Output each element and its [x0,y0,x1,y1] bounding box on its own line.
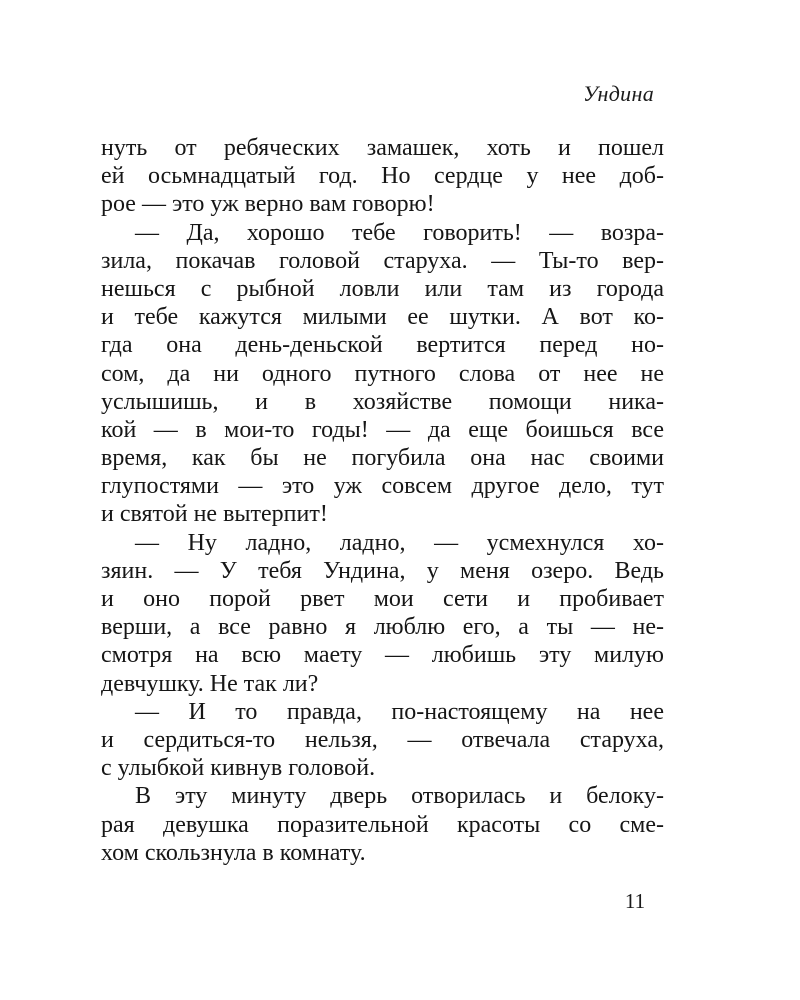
text-line: сом, да ни одного путного слова от нее не [101,360,664,387]
text-line: хом скользнула в комнату. [101,839,366,866]
text-line: ей осьмнадцатый год. Но сердце у нее доб- [101,163,664,190]
text-line: глупостями — это уж совсем другое дело, тут [101,473,664,500]
text-line: и оно порой рвет мои сети и пробивает [101,586,664,612]
text-block [101,134,664,867]
text-line: нешься с рыбной ловли или там из города [101,275,664,302]
page-number: 11 [624,889,646,913]
text-line: гда она день-деньской вертится перед но- [101,332,664,359]
text-line: нуть от ребяческих замашек, хоть и пошел [101,135,664,161]
text-line: — И то правда, по-настоящему на нее [135,698,664,725]
text-line: зяин. — У тебя Ундина, у меня озеро. Ведь [101,557,664,584]
text-line: кой — в мои-то годы! — да еще боишься все [101,416,664,443]
text-line: время, как бы не погубила она нас своими [101,445,664,472]
text-line: услышишь, и в хозяйстве помощи ника- [101,388,664,415]
text-line: и сердиться-то нельзя, — отвечала старуха, [101,726,664,753]
text-line: рая девушка поразительной красоты со сме- [101,811,664,838]
text-line: верши, а все равно я люблю его, а ты — не- [101,614,664,641]
text-line: — Ну ладно, ладно, — усмехнулся хо- [135,529,664,556]
text-line: зила, покачав головой старуха. — Ты-то вер- [101,247,664,274]
text-line: и святой не вытерпит! [101,501,328,528]
text-line: с улыбкой кивнув головой. [101,755,376,782]
text-line: смотря на всю маету — любишь эту милую [101,642,664,669]
text-line: — Да, хорошо тебе говорить! — возра- [135,219,664,246]
text-line: девчушку. Не так ли? [101,670,319,697]
text-line: В эту минуту дверь отворилась и белоку- [135,783,664,810]
running-header: Ундина [582,81,654,106]
text-line: и тебе кажутся милыми ее шутки. А вот ко- [101,304,664,331]
text-line: рое — это уж верно вам говорю! [101,191,435,218]
